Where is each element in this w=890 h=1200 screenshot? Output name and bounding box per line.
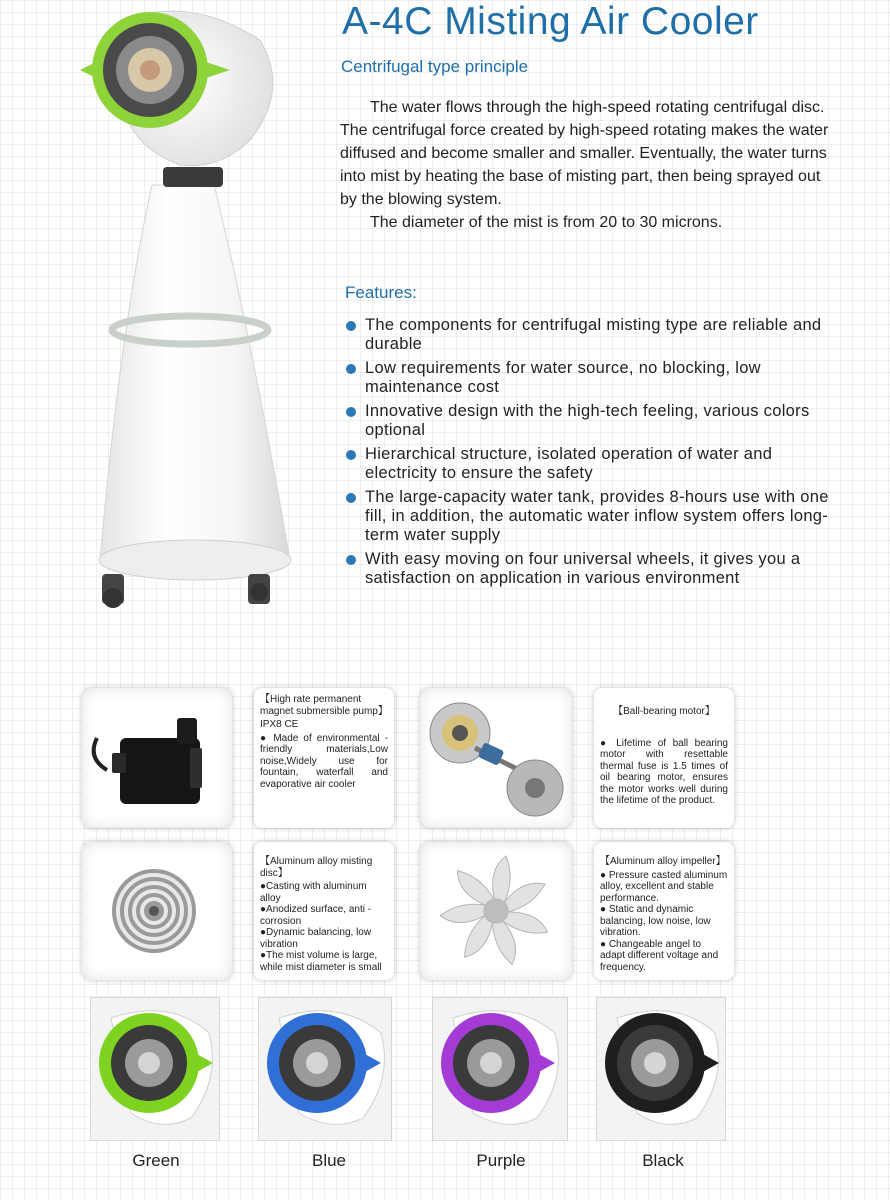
color-swatch-black <box>596 997 726 1141</box>
feature-item: Low requirements for water source, no blocking, low maintenance cost <box>345 359 845 397</box>
impeller-title: 【Aluminum alloy impeller】 <box>600 856 726 867</box>
cooler-head-icon <box>259 998 391 1140</box>
disc-bullet: ●Anodized surface, anti -corrosion <box>260 904 372 927</box>
disc-bullet: ●Dynamic balancing, low vibration <box>260 927 372 950</box>
page-subtitle: Centrifugal type principle <box>341 57 529 76</box>
page-title: A-4C Misting Air Cooler <box>342 0 759 43</box>
disc-description-box <box>254 842 394 980</box>
motor-description-box <box>594 688 734 828</box>
intro-paragraph-1: The water flows through the high-speed rotating centrifugal disc. The centrifugal force created by high-speed rotating makes the water diffused and become smaller and smaller. Eventually, the water turns into mist by heating the base of misting part, then being sprayed out by the blowing system. <box>340 99 829 208</box>
cooler-head-icon <box>91 998 219 1140</box>
water-pump-image <box>82 688 232 828</box>
bullet-icon <box>346 407 356 417</box>
feature-item: The large-capacity water tank, provides 8-hours use with one fill, in addition, the automatic water inflow system offers long-term water supply <box>345 488 845 545</box>
motor-title: 【Ball-bearing motor】 <box>613 706 715 717</box>
cooler-head-icon <box>597 998 725 1140</box>
color-swatch-blue <box>258 997 392 1141</box>
impeller-bullet: ● Static and dynamic balancing, low noise, low vibration. <box>600 904 711 938</box>
features-list <box>345 316 845 593</box>
cooler-head-icon <box>433 998 567 1140</box>
impeller-bullet: ● Changeable angel to adapt different voltage and frequency. <box>600 938 719 973</box>
impeller-photo <box>420 842 572 980</box>
motor-desc: ● Lifetime of ball bearing motor with resettable thermal fuse is 1.5 times of oil bearing motor, ensures the motor works well during the lifetime of the product. <box>600 737 728 806</box>
bullet-icon <box>346 321 356 331</box>
feature-item: With easy moving on four universal wheels, it gives you a satisfaction on application in various environment <box>345 550 845 588</box>
bullet-icon <box>346 364 356 374</box>
feature-item: Hierarchical structure, isolated operation of water and electricity to ensure the safety <box>345 445 845 483</box>
intro-text <box>340 96 840 234</box>
impeller-image <box>420 842 572 980</box>
feature-item: The components for centrifugal misting type are reliable and durable <box>345 316 845 354</box>
color-label-purple: Purple <box>476 1151 526 1170</box>
feature-item: Innovative design with the high-tech feeling, various colors optional <box>345 402 845 440</box>
features-heading: Features: <box>345 283 417 302</box>
bullet-icon <box>346 493 356 503</box>
pump-desc: ● Made of environmental -friendly materials,Low noise,Widely use for fountain, waterfall and evaporative air cooler <box>260 732 388 790</box>
pump-description-box <box>254 688 394 828</box>
disc-bullet: ●Casting with aluminum alloy <box>260 881 367 904</box>
bullet-icon <box>346 555 356 565</box>
bullet-icon <box>346 450 356 460</box>
intro-paragraph-2: The diameter of the mist is from 20 to 30 microns. <box>370 214 723 231</box>
pump-photo <box>82 688 232 828</box>
impeller-bullet: ● Pressure casted aluminum alloy, excellent and stable performance. <box>600 869 728 904</box>
disc-title: 【Aluminum alloy misting disc】 <box>260 856 373 879</box>
color-swatch-green <box>90 997 220 1141</box>
disc-photo <box>82 842 232 980</box>
color-label-green: Green <box>132 1151 180 1170</box>
motor-photo <box>420 688 572 828</box>
disc-bullet: ●The mist volume is large, while mist diameter is small <box>260 950 382 973</box>
color-swatch-purple <box>432 997 568 1141</box>
color-label-black: Black <box>642 1151 684 1170</box>
cooler-product-image <box>80 0 300 615</box>
misting-disc-image <box>82 842 232 980</box>
ball-bearing-motor-image <box>420 688 572 828</box>
impeller-description-box <box>594 842 734 980</box>
color-label-blue: Blue <box>311 1151 347 1170</box>
pump-title: 【High rate permanent magnet submersible pump】 <box>260 694 388 717</box>
pump-cert: IPX8 CE <box>260 719 299 730</box>
